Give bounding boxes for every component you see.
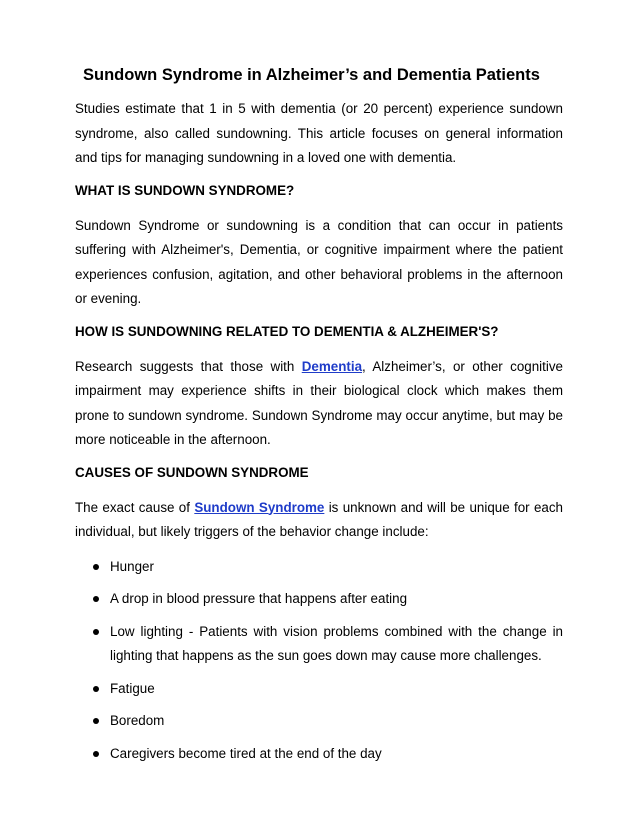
bullet-icon — [93, 751, 99, 757]
list-item — [75, 677, 563, 702]
list-item — [75, 709, 563, 734]
related-paragraph — [75, 355, 563, 453]
list-item-text: Boredom — [110, 713, 165, 728]
bullet-icon — [93, 564, 99, 570]
list-item-text: Caregivers become tired at the end of the day — [110, 745, 382, 761]
list-item — [75, 742, 563, 767]
causes-text-before: The exact cause of — [75, 499, 195, 515]
causes-list — [75, 555, 563, 767]
sundown-syndrome-link[interactable]: Sundown Syndrome — [194, 499, 325, 515]
list-item — [75, 620, 563, 669]
document-title: Sundown Syndrome in Alzheimer’s and Dementia Patients — [83, 66, 540, 84]
related-text-after: , Alzheimer’s, or other cognitive impairment may experience shifts in their biological clock which makes them prone to sundown syndrome. Sundown Syndrome may occur anytime, but may be more noticeable in the afternoon. — [75, 358, 563, 447]
section-heading-what-is: WHAT IS SUNDOWN SYNDROME? — [75, 182, 295, 198]
dementia-link[interactable]: Dementia — [301, 358, 363, 374]
bullet-icon — [93, 686, 99, 692]
list-item — [75, 587, 563, 612]
list-item-text: Low lighting - Patients with vision problems combined with the change in lighting that happens as the sun goes down may cause more challenges. — [110, 623, 563, 663]
section-heading-causes: CAUSES OF SUNDOWN SYNDROME — [75, 464, 309, 480]
list-item-text: A drop in blood pressure that happens after eating — [110, 591, 408, 606]
intro-paragraph: Studies estimate that 1 in 5 with dementia (or 20 percent) experience sundown syndrome, also called sundowning. This article focuses on general information and tips for managing sundowning in a loved one with dementia. — [75, 101, 563, 165]
what-is-paragraph: Sundown Syndrome or sundowning is a condition that can occur in patients suffering with Alzheimer's, Dementia, or cognitive impairment where the patient experiences confusion, agitation, and other behavioral problems in the afternoon or evening. — [75, 217, 563, 306]
list-item-text: Hunger — [110, 558, 154, 574]
causes-text-after: is unknown and will be unique for each individual, but likely triggers of the behavior change include: — [75, 499, 563, 539]
related-text-before: Research suggests that those with — [75, 358, 302, 374]
bullet-icon — [93, 629, 99, 635]
document-page — [75, 64, 563, 774]
list-item — [75, 555, 563, 580]
section-heading-related: HOW IS SUNDOWNING RELATED TO DEMENTIA & ALZHEIMER'S? — [75, 323, 499, 339]
bullet-icon — [93, 718, 99, 724]
list-item-text: Fatigue — [110, 680, 155, 696]
causes-paragraph — [75, 496, 563, 545]
bullet-icon — [93, 596, 99, 602]
